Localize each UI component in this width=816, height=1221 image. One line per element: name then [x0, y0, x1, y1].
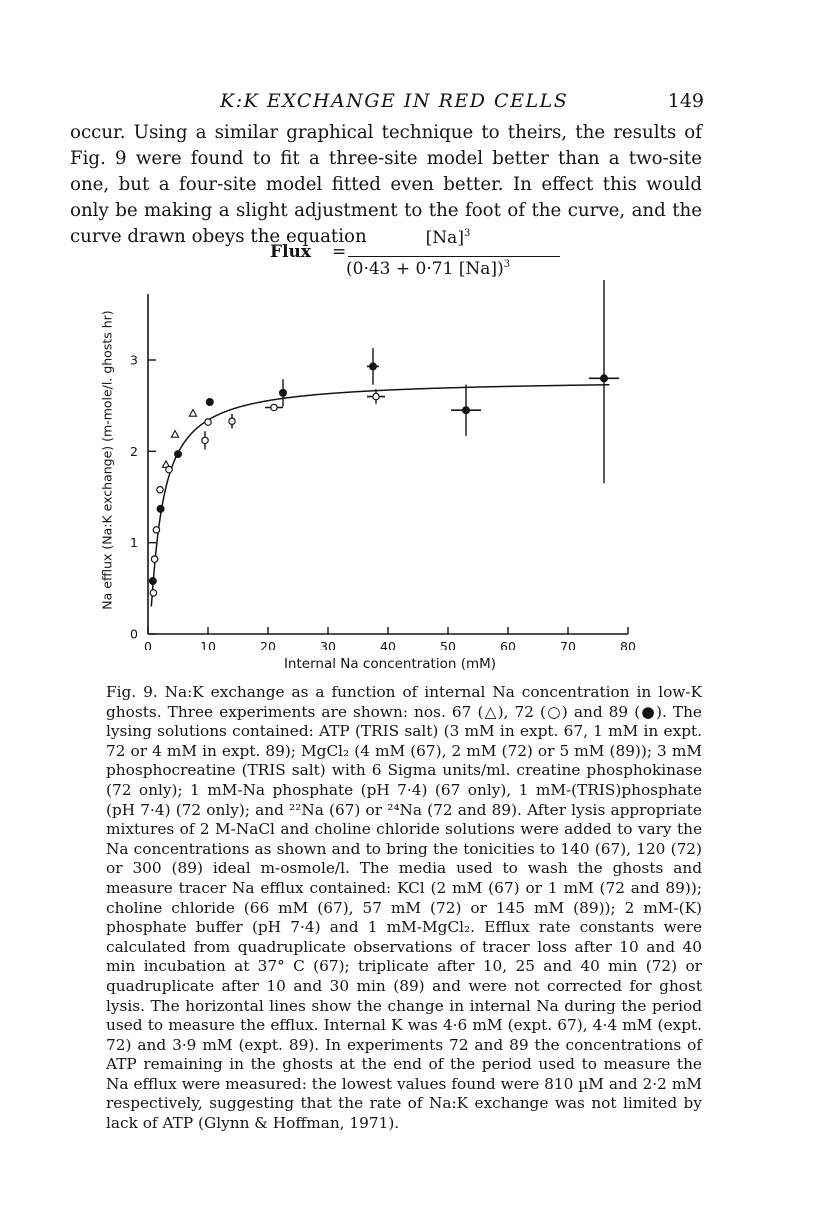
data-point-filled-circle: [157, 505, 164, 512]
data-point-open-circle: [157, 486, 163, 492]
figure-caption: [106, 683, 702, 1134]
caption-text: Fig. 9. Na:K exchange as a function of internal Na concentration in low-K ghosts. Three experiments are shown: nos. 67 (△), 72 (○) and 89 (●). The lysing solutions contained: ATP (TRIS salt) (3 mM in expt. 67, 1 mM in expt. 72 or 4 mM in expt. 89); MgCl₂ (4 mM (67), 2 mM (72) or 5 mM (89)); 3 mM phosphocreatine (TRIS salt) with 6 Sigma units/ml. creatine phosphokinase (72 only); 1 mM-Na phosphate (pH 7·4) (67 only), 1 mM-(TRIS)phosphate (pH 7·4) (72 only); and ²²Na (67) or ²⁴Na (72 and 89). After lysis appropriate mixtures of 2 M-NaCl and choline chloride solutions were added to vary the Na concentrations as shown and to bring the tonicities to 140 (67), 120 (72) or 300 (89) ideal m-osmole/l. The media used to wash the ghosts and measure tracer Na efflux contained: KCl (2 mM (67) or 1 mM (72 and 89)); choline chloride (66 mM (67), 57 mM (72) or 145 mM (89)); 2 mM-(K) phosphate buffer (pH 7·4) and 1 mM-MgCl₂. Efflux rate constants were calculated from quadruplicate observations of tracer loss after 10 and 40 min incubation at 37° C (67); triplicate after 10, 25 and 40 min (72) or quadruplicate after 10 and 30 min (89) and were not corrected for ghost lysis. The horizontal lines show the change in internal Na during the period used to measure the efflux. Internal K was 4·6 mM (expt. 67), 4·4 mM (expt. 72) and 3·9 mM (expt. 89). In experiments 72 and 89 the concentrations of ATP remaining in the ghosts at the end of the period used to measure the Na efflux were measured: the lowest values found were 810 µM and 2·2 mM respectively, suggesting that the rate of Na:K exchange was not limited by lack of ATP (Glynn & Hoffman, 1971).: [106, 683, 702, 1133]
data-point-triangle: [171, 431, 178, 438]
data-point-open-circle: [229, 418, 235, 424]
data-point-filled-circle: [175, 451, 182, 458]
x-tick-label: 80: [620, 639, 636, 650]
y-tick-label: 0: [130, 626, 138, 642]
y-tick-label: 1: [130, 535, 138, 551]
page-number: 149: [667, 90, 704, 112]
data-point-filled-circle: [149, 578, 156, 585]
equation-lhs: Flux: [270, 242, 312, 262]
data-point-triangle: [189, 410, 196, 417]
chart-x-axis-label: Internal Na concentration (mM): [283, 656, 497, 672]
x-tick-label: 10: [200, 639, 216, 650]
equation-equals: =: [332, 242, 347, 262]
x-tick-label: 0: [144, 639, 152, 650]
data-point-filled-circle: [601, 375, 608, 382]
numerator-text: [Na]: [425, 228, 464, 248]
denominator-exponent: 3: [503, 259, 511, 270]
flux-equation: [270, 228, 530, 288]
running-title: K:K EXCHANGE IN RED CELLS: [220, 90, 569, 112]
data-point-open-circle: [202, 437, 208, 443]
data-point-open-circle: [166, 466, 172, 472]
equation-denominator: [346, 259, 510, 279]
data-point-open-circle: [271, 404, 277, 410]
fit-curve: [151, 385, 609, 607]
data-point-open-circle: [153, 527, 159, 533]
x-tick-label: 40: [380, 639, 396, 650]
running-head: [0, 86, 816, 120]
denominator-text: (0·43 + 0·71 [Na]): [346, 259, 504, 279]
y-tick-label: 3: [130, 352, 138, 368]
data-point-filled-circle: [206, 399, 213, 406]
data-point-open-circle: [151, 556, 157, 562]
data-point-open-circle: [373, 393, 379, 399]
data-point-open-circle: [205, 419, 211, 425]
data-point-filled-circle: [280, 389, 287, 396]
x-tick-label: 30: [320, 639, 336, 650]
equation-numerator: [388, 228, 508, 248]
paragraph-text: occur. Using a similar graphical technique to theirs, the results of Fig. 9 were found to fit a three-site model better than a two-site one, but a four-site model fitted even better. In effect this would only be making a slight adjustment to the foot of the curve, and the curve drawn obeys the equation: [70, 122, 702, 247]
fraction-bar: [348, 256, 560, 257]
chart-y-axis-label: Na efflux (Na:K exchange) (m-mole/l. ghosts hr): [99, 310, 115, 610]
data-point-open-circle: [150, 590, 156, 596]
flux-chart: [90, 280, 650, 650]
x-tick-label: 50: [440, 639, 456, 650]
y-tick-label: 2: [130, 443, 138, 459]
x-tick-label: 70: [560, 639, 576, 650]
data-point-filled-circle: [463, 407, 470, 414]
data-point-filled-circle: [370, 363, 377, 370]
x-tick-label: 20: [260, 639, 276, 650]
x-tick-label: 60: [500, 639, 516, 650]
numerator-exponent: 3: [463, 228, 471, 239]
